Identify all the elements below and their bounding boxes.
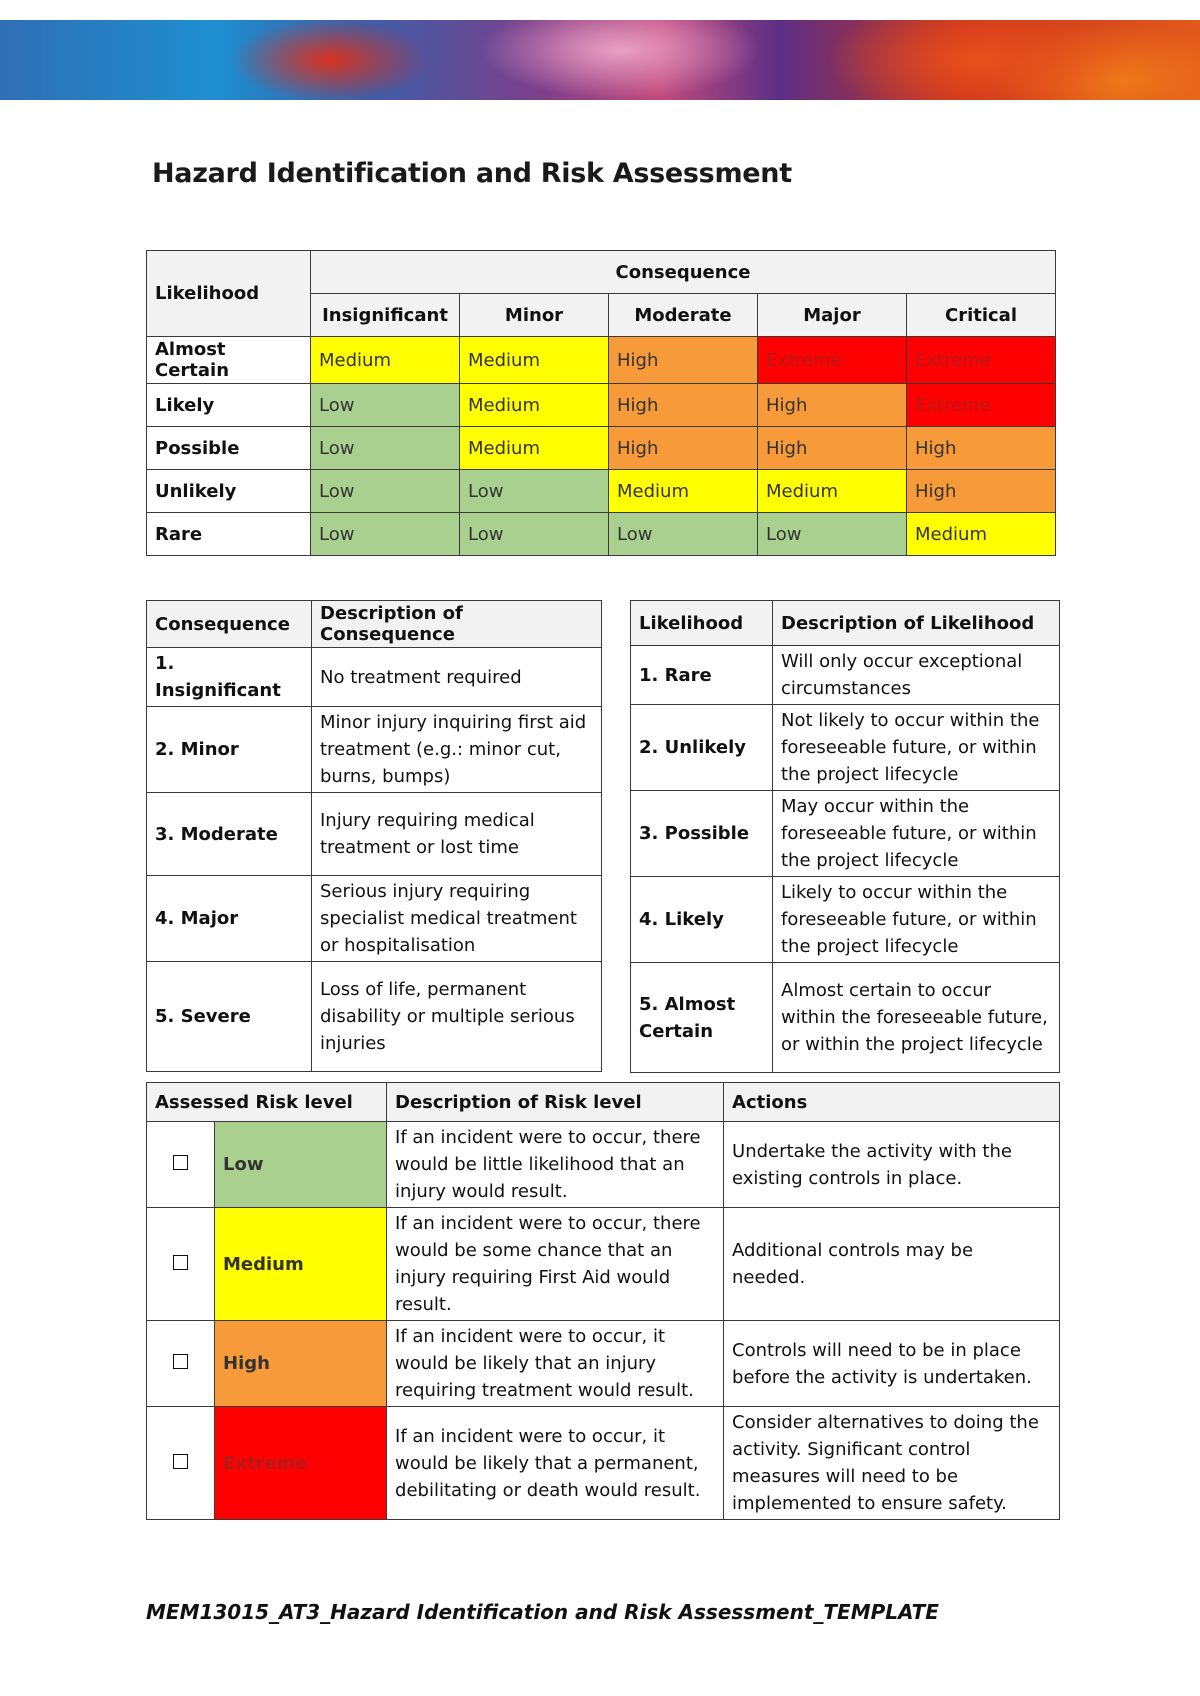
risk-checkbox-low[interactable] <box>173 1155 188 1170</box>
risk-matrix-table <box>146 250 1056 556</box>
risk-action: Additional controls may be needed. <box>724 1208 1060 1321</box>
matrix-cell: High <box>907 470 1056 513</box>
likelihood-description: May occur within the foreseeable future, or within the project lifecycle <box>773 791 1060 877</box>
matrix-cell: Low <box>311 513 460 556</box>
matrix-cell: Medium <box>460 337 609 384</box>
likelihood-table <box>630 600 1060 1073</box>
matrix-cell: High <box>758 427 907 470</box>
matrix-cell: High <box>758 384 907 427</box>
table-row <box>631 791 1060 877</box>
document-footer: MEM13015_AT3_Hazard Identification and Risk Assessment_TEMPLATE <box>146 1600 939 1624</box>
likelihood-level: 2. Unlikely <box>631 705 773 791</box>
table-row <box>631 963 1060 1073</box>
consequence-level: 5. Severe <box>147 962 312 1072</box>
consequence-description: Injury requiring medical treatment or lost time <box>312 793 602 876</box>
risk-level-label: High <box>215 1321 387 1407</box>
matrix-cell: Medium <box>758 470 907 513</box>
consequence-table-header: Description of Consequence <box>312 601 602 648</box>
consequence-table <box>146 600 602 1072</box>
likelihood-level: 3. Possible <box>631 791 773 877</box>
consequence-description: Serious injury requiring specialist medical treatment or hospitalisation <box>312 876 602 962</box>
header-banner-image <box>0 20 1200 100</box>
matrix-cell: Medium <box>311 337 460 384</box>
risk-level-table <box>146 1082 1060 1520</box>
page-title: Hazard Identification and Risk Assessment <box>152 158 792 189</box>
matrix-cell: Medium <box>907 513 1056 556</box>
table-row <box>631 705 1060 791</box>
consequence-level: 2. Minor <box>147 707 312 793</box>
risk-checkbox-medium[interactable] <box>173 1255 188 1270</box>
likelihood-level: 5. Almost Certain <box>631 963 773 1073</box>
matrix-column-header: Major <box>758 294 907 337</box>
matrix-cell: High <box>609 384 758 427</box>
risk-table-header: Actions <box>724 1083 1060 1122</box>
likelihood-description: Will only occur exceptional circumstances <box>773 646 1060 705</box>
risk-checkbox-cell <box>147 1208 215 1321</box>
consequence-table-header: Consequence <box>147 601 312 648</box>
matrix-cell: Low <box>311 470 460 513</box>
table-row <box>147 1122 1060 1208</box>
matrix-cell: Low <box>460 513 609 556</box>
matrix-row <box>147 384 1056 427</box>
risk-level-description: If an incident were to occur, there would be little likelihood that an injury would result. <box>387 1122 724 1208</box>
likelihood-level: 4. Likely <box>631 877 773 963</box>
consequence-description: Minor injury inquiring first aid treatment (e.g.: minor cut, burns, bumps) <box>312 707 602 793</box>
consequence-level: 3. Moderate <box>147 793 312 876</box>
likelihood-description: Almost certain to occur within the foreseeable future, or within the project lifecycle <box>773 963 1060 1073</box>
risk-checkbox-cell <box>147 1122 215 1208</box>
consequence-description: Loss of life, permanent disability or multiple serious injuries <box>312 962 602 1072</box>
matrix-cell: Low <box>311 427 460 470</box>
risk-level-label: Extreme <box>215 1407 387 1520</box>
matrix-column-header: Moderate <box>609 294 758 337</box>
table-row <box>147 1321 1060 1407</box>
consequence-description: No treatment required <box>312 648 602 707</box>
matrix-column-header: Minor <box>460 294 609 337</box>
risk-checkbox-extreme[interactable] <box>173 1454 188 1469</box>
table-row <box>147 707 602 793</box>
risk-checkbox-cell <box>147 1321 215 1407</box>
table-row <box>147 876 602 962</box>
matrix-cell: High <box>609 337 758 384</box>
likelihood-description: Likely to occur within the foreseeable future, or within the project lifecycle <box>773 877 1060 963</box>
likelihood-table-header: Likelihood <box>631 601 773 646</box>
risk-action: Consider alternatives to doing the activity. Significant control measures will need to be implemented to ensure safety. <box>724 1407 1060 1520</box>
matrix-cell: High <box>609 427 758 470</box>
risk-table-header: Assessed Risk level <box>147 1083 387 1122</box>
matrix-column-header: Insignificant <box>311 294 460 337</box>
matrix-row <box>147 513 1056 556</box>
matrix-cell: Medium <box>460 427 609 470</box>
risk-checkbox-cell <box>147 1407 215 1520</box>
matrix-row <box>147 427 1056 470</box>
risk-level-label: Medium <box>215 1208 387 1321</box>
table-row <box>147 1407 1060 1520</box>
risk-action: Undertake the activity with the existing controls in place. <box>724 1122 1060 1208</box>
matrix-cell: High <box>907 427 1056 470</box>
matrix-row-label: Rare <box>147 513 311 556</box>
matrix-row-label: Unlikely <box>147 470 311 513</box>
table-row <box>147 1208 1060 1321</box>
matrix-column-header: Critical <box>907 294 1056 337</box>
matrix-cell: Extreme <box>907 384 1056 427</box>
matrix-cell: Low <box>609 513 758 556</box>
matrix-consequence-header: Consequence <box>311 251 1056 294</box>
risk-action: Controls will need to be in place before the activity is undertaken. <box>724 1321 1060 1407</box>
risk-level-description: If an incident were to occur, there would be some chance that an injury requiring First Aid would result. <box>387 1208 724 1321</box>
matrix-cell: Low <box>758 513 907 556</box>
matrix-row-label: Likely <box>147 384 311 427</box>
risk-table-header: Description of Risk level <box>387 1083 724 1122</box>
table-row <box>147 793 602 876</box>
consequence-level: 4. Major <box>147 876 312 962</box>
matrix-cell: Medium <box>460 384 609 427</box>
matrix-row-label: Almost Certain <box>147 337 311 384</box>
likelihood-table-header: Description of Likelihood <box>773 601 1060 646</box>
risk-level-description: If an incident were to occur, it would be likely that an injury requiring treatment would result. <box>387 1321 724 1407</box>
matrix-row <box>147 337 1056 384</box>
matrix-likelihood-header: Likelihood <box>147 251 311 337</box>
matrix-row-label: Possible <box>147 427 311 470</box>
risk-level-label: Low <box>215 1122 387 1208</box>
matrix-cell: Low <box>460 470 609 513</box>
table-row <box>147 648 602 707</box>
likelihood-description: Not likely to occur within the foreseeable future, or within the project lifecycle <box>773 705 1060 791</box>
risk-level-description: If an incident were to occur, it would be likely that a permanent, debilitating or death would result. <box>387 1407 724 1520</box>
matrix-cell: Low <box>311 384 460 427</box>
matrix-row <box>147 470 1056 513</box>
consequence-level: 1. Insignificant <box>147 648 312 707</box>
matrix-cell: Extreme <box>758 337 907 384</box>
risk-checkbox-high[interactable] <box>173 1354 188 1369</box>
table-row <box>631 646 1060 705</box>
table-row <box>631 877 1060 963</box>
matrix-cell: Extreme <box>907 337 1056 384</box>
matrix-cell: Medium <box>609 470 758 513</box>
likelihood-level: 1. Rare <box>631 646 773 705</box>
table-row <box>147 962 602 1072</box>
